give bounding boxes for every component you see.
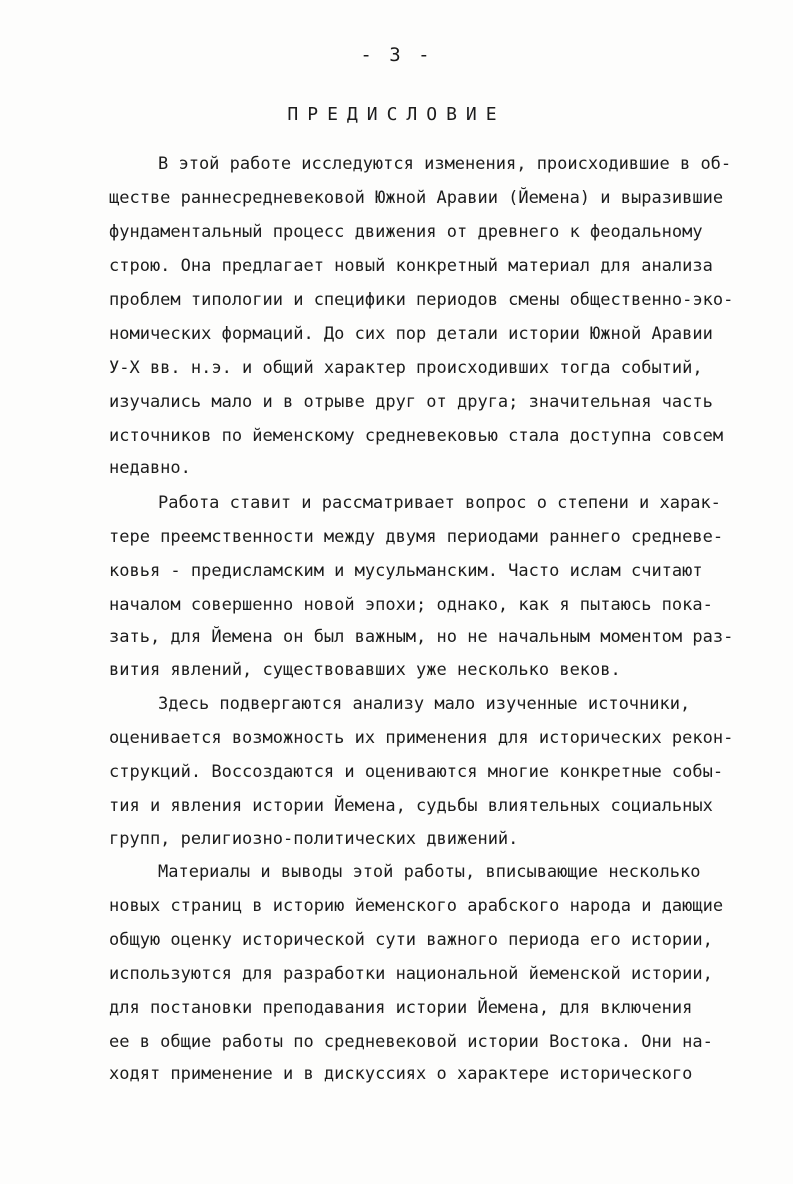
- text-line: общую оценку исторической сути важного периода его истории,: [109, 930, 713, 950]
- text-line: Работа ставит и рассматривает вопрос о степени и харак-: [158, 493, 721, 513]
- text-line: тере преемственности между двумя периодами раннего средневе-: [109, 527, 724, 547]
- text-line: струкций. Воссоздаются и оцениваются многие конкретные собы-: [109, 762, 724, 782]
- text-line: фундаментальный процесс движения от древнего к феодальному: [109, 222, 703, 242]
- text-line: ковья - предисламским и мусульманским. Часто ислам считают: [109, 561, 703, 581]
- text-line: источников по йеменскому средневековью стала доступна совсем: [109, 426, 724, 446]
- text-line: Здесь подвергаются анализу мало изученные источники,: [158, 694, 691, 714]
- text-line: У-Х вв. н.э. и общий характер происходивших тогда событий,: [109, 358, 703, 378]
- text-line: Материалы и выводы этой работы, вписывающие несколько: [158, 862, 701, 882]
- section-heading: ПРЕДИСЛОВИЕ: [287, 104, 506, 125]
- text-line: для постановки преподавания истории Йемена, для включения: [109, 998, 693, 1018]
- text-line: ществе раннесредневековой Южной Аравии (Йемена) и выразившие: [109, 188, 724, 208]
- text-line: вития явлений, существовавших уже несколько веков.: [109, 660, 621, 680]
- text-line: групп, религиозно-политических движений.: [109, 829, 519, 849]
- text-line: оценивается возможность их применения для исторических рекон-: [109, 728, 734, 748]
- text-line: началом совершенно новой эпохи; однако, как я пытаюсь пока-: [109, 595, 713, 615]
- text-line: В этой работе исследуются изменения, происходившие в об-: [158, 154, 732, 174]
- text-line: номических формаций. До сих пор детали истории Южной Аравии: [109, 324, 713, 344]
- text-line: ходят применение и в дискуссиях о характере исторического: [109, 1064, 693, 1084]
- page-number: - 3 -: [360, 44, 433, 66]
- text-line: зать, для Йемена он был важным, но не начальным моментом раз-: [109, 627, 734, 647]
- text-line: используются для разработки национальной йеменской истории,: [109, 964, 713, 984]
- text-line: тия и явления истории Йемена, судьбы влиятельных социальных: [109, 796, 713, 816]
- text-line: строю. Она предлагает новый конкретный материал для анализа: [109, 256, 713, 276]
- text-line: новых страниц в историю йеменского арабского народа и дающие: [109, 896, 724, 916]
- text-line: изучались мало и в отрыве друг от друга; значительная часть: [109, 392, 713, 412]
- text-line: ее в общие работы по средневековой истории Востока. Они на-: [109, 1032, 713, 1052]
- text-line: недавно.: [109, 458, 191, 478]
- text-line: проблем типологии и специфики периодов смены общественно-эко-: [109, 290, 734, 310]
